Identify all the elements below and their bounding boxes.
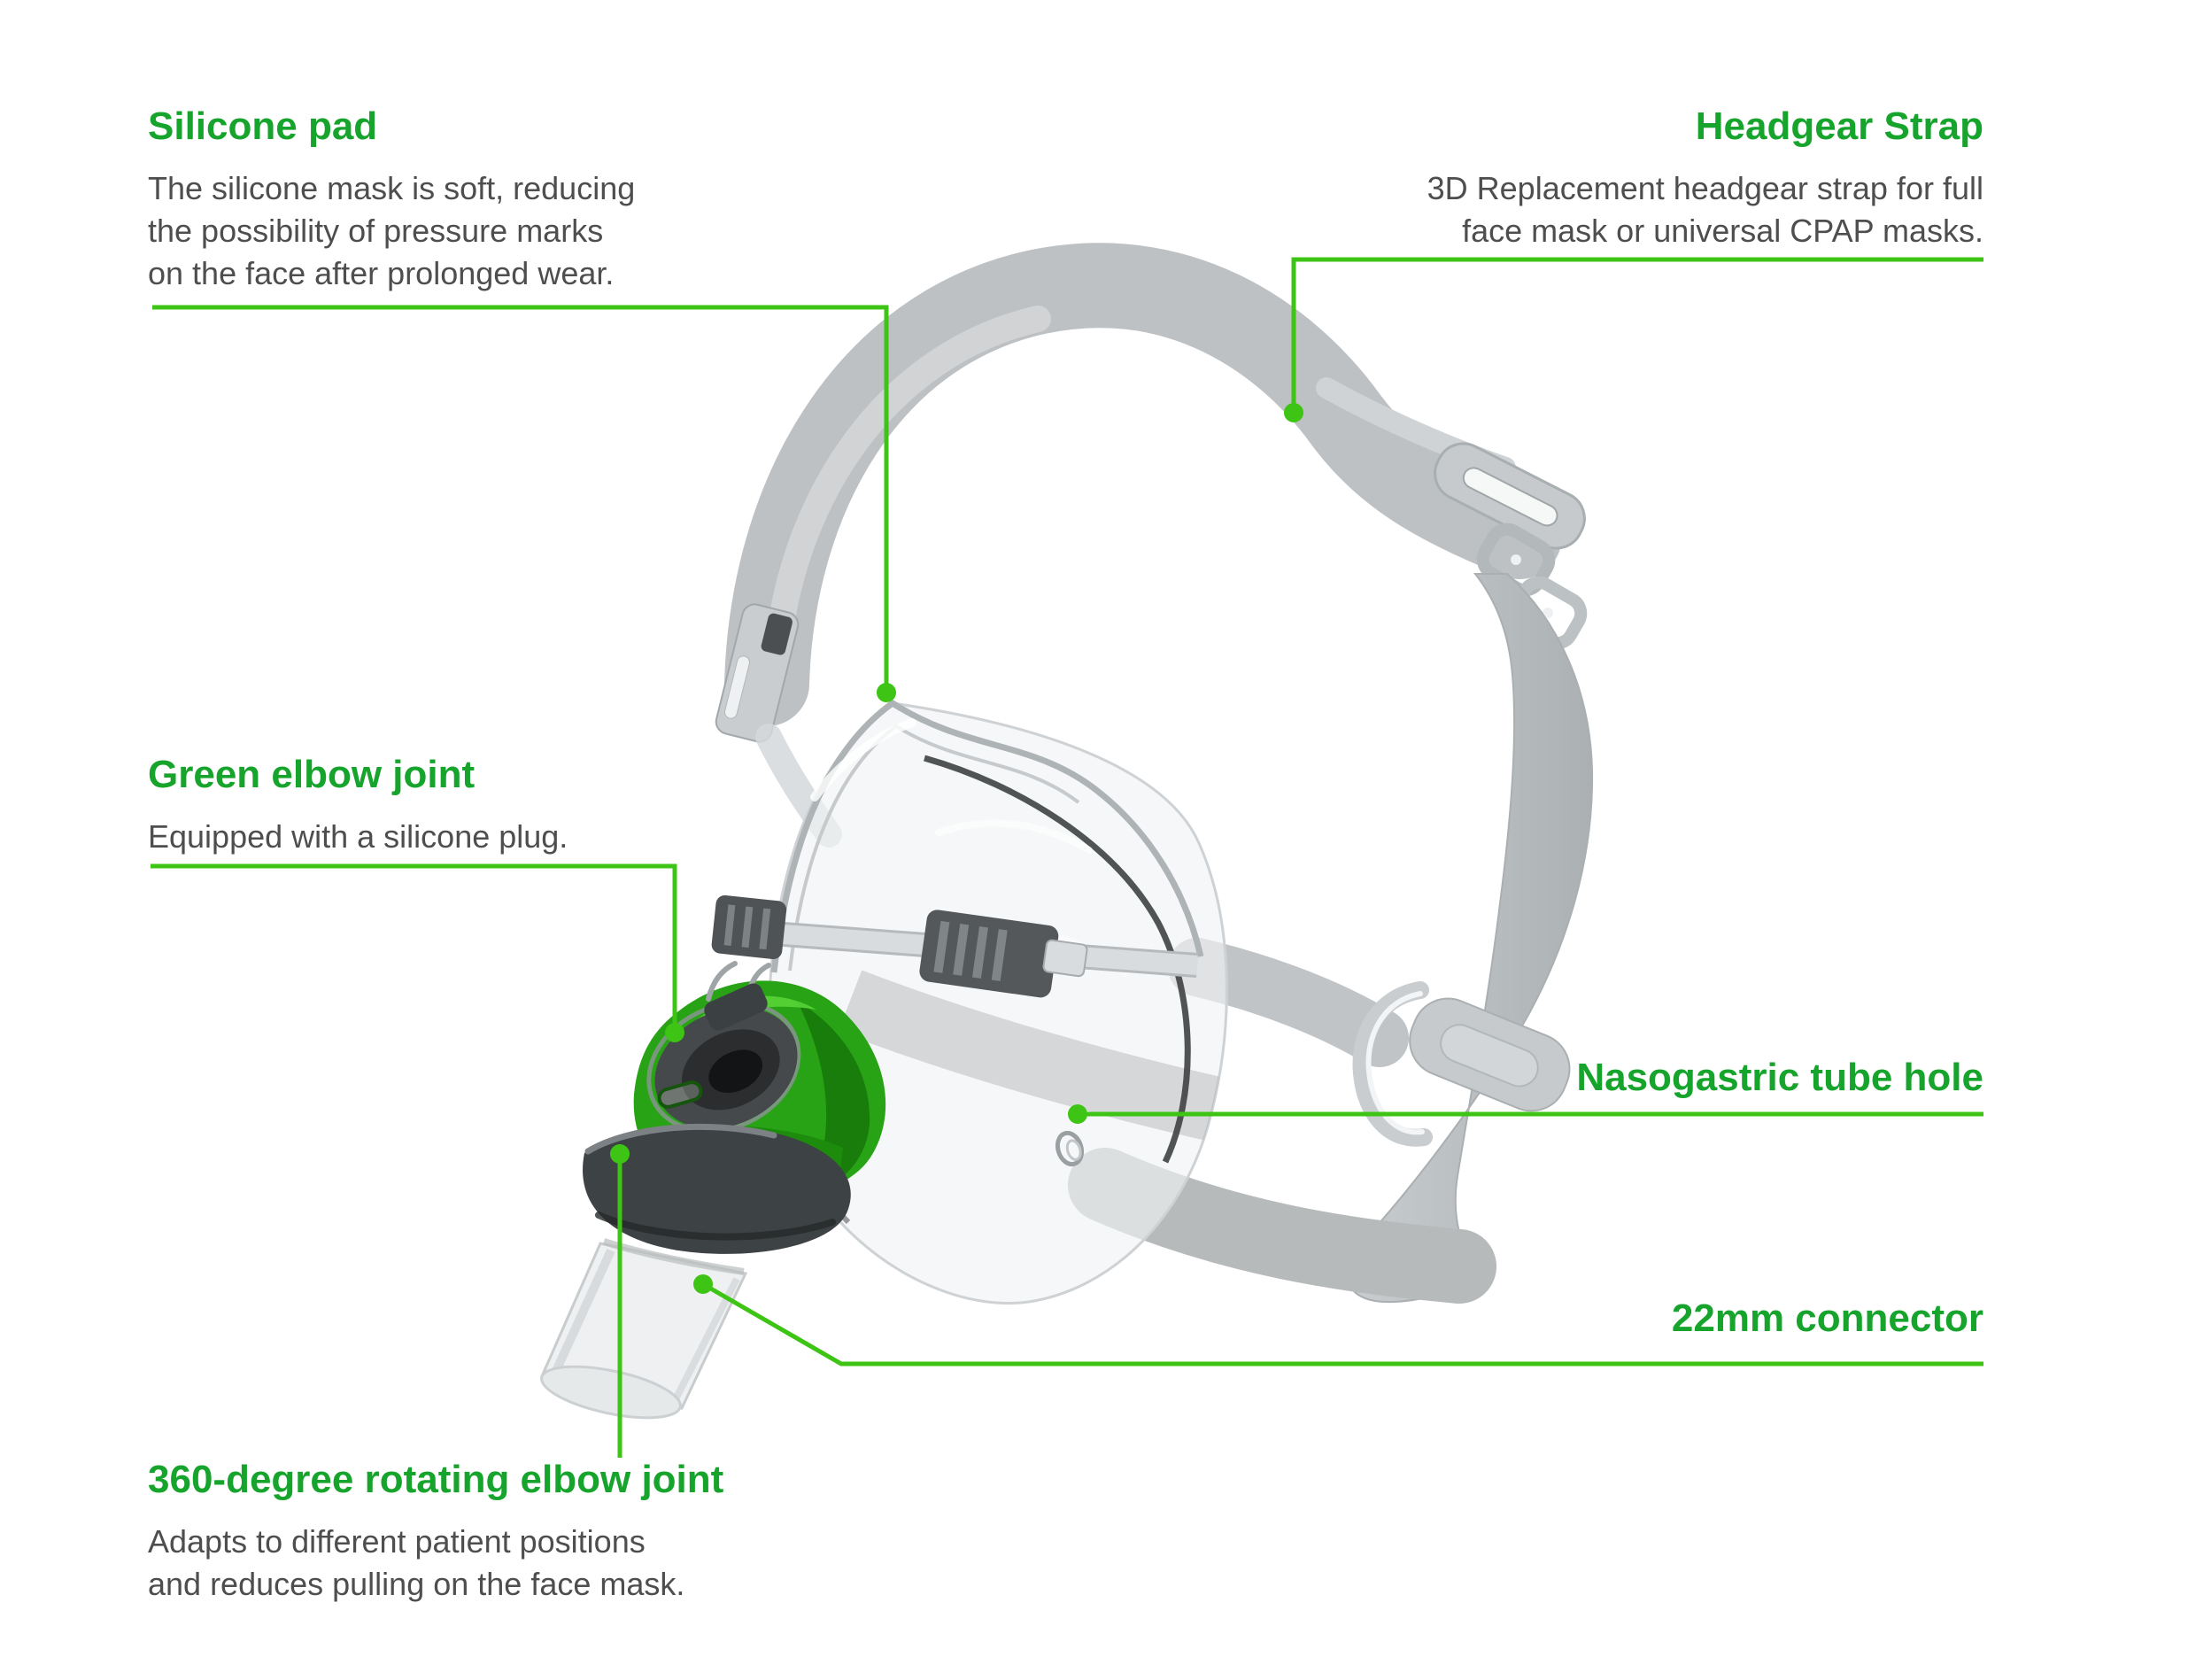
annotation-line: Adapts to different patient positions bbox=[148, 1523, 646, 1560]
headgear-back-panel bbox=[1348, 574, 1592, 1302]
annotation-22mm-connector bbox=[1672, 1297, 1983, 1340]
annotation-line: 3D Replacement headgear strap for full bbox=[1427, 170, 1983, 207]
annotation-green-elbow-joint bbox=[148, 753, 568, 858]
annotation-title: 360-degree rotating elbow joint bbox=[148, 1458, 724, 1501]
annotation-headgear-strap bbox=[1427, 105, 1983, 252]
headgear-top-strap bbox=[767, 285, 1519, 684]
annotation-line: on the face after prolonged wear. bbox=[148, 255, 615, 292]
annotation-title: Silicone pad bbox=[148, 105, 378, 148]
annotation-line: Equipped with a silicone plug. bbox=[148, 818, 568, 855]
leader-green-elbow-joint bbox=[151, 866, 684, 1042]
annotation-nasogastric-tube-hole bbox=[1576, 1056, 1983, 1099]
annotation-silicone-pad bbox=[148, 105, 635, 295]
annotation-line: the possibility of pressure marks bbox=[148, 213, 604, 250]
annotation-360-elbow-joint bbox=[148, 1458, 723, 1606]
annotation-title: Green elbow joint bbox=[148, 753, 476, 796]
annotation-title: Headgear Strap bbox=[1695, 105, 1983, 148]
leader-headgear-strap bbox=[1284, 259, 1983, 422]
forehead-clip-left bbox=[711, 894, 787, 960]
annotation-line: face mask or universal CPAP masks. bbox=[1462, 213, 1983, 250]
annotation-title: Nasogastric tube hole bbox=[1576, 1056, 1983, 1099]
annotation-title: 22mm connector bbox=[1671, 1297, 1983, 1340]
tube-22mm bbox=[537, 1242, 746, 1428]
annotation-line: and reduces pulling on the face mask. bbox=[148, 1566, 685, 1603]
annotation-line: The silicone mask is soft, reducing bbox=[148, 170, 636, 207]
